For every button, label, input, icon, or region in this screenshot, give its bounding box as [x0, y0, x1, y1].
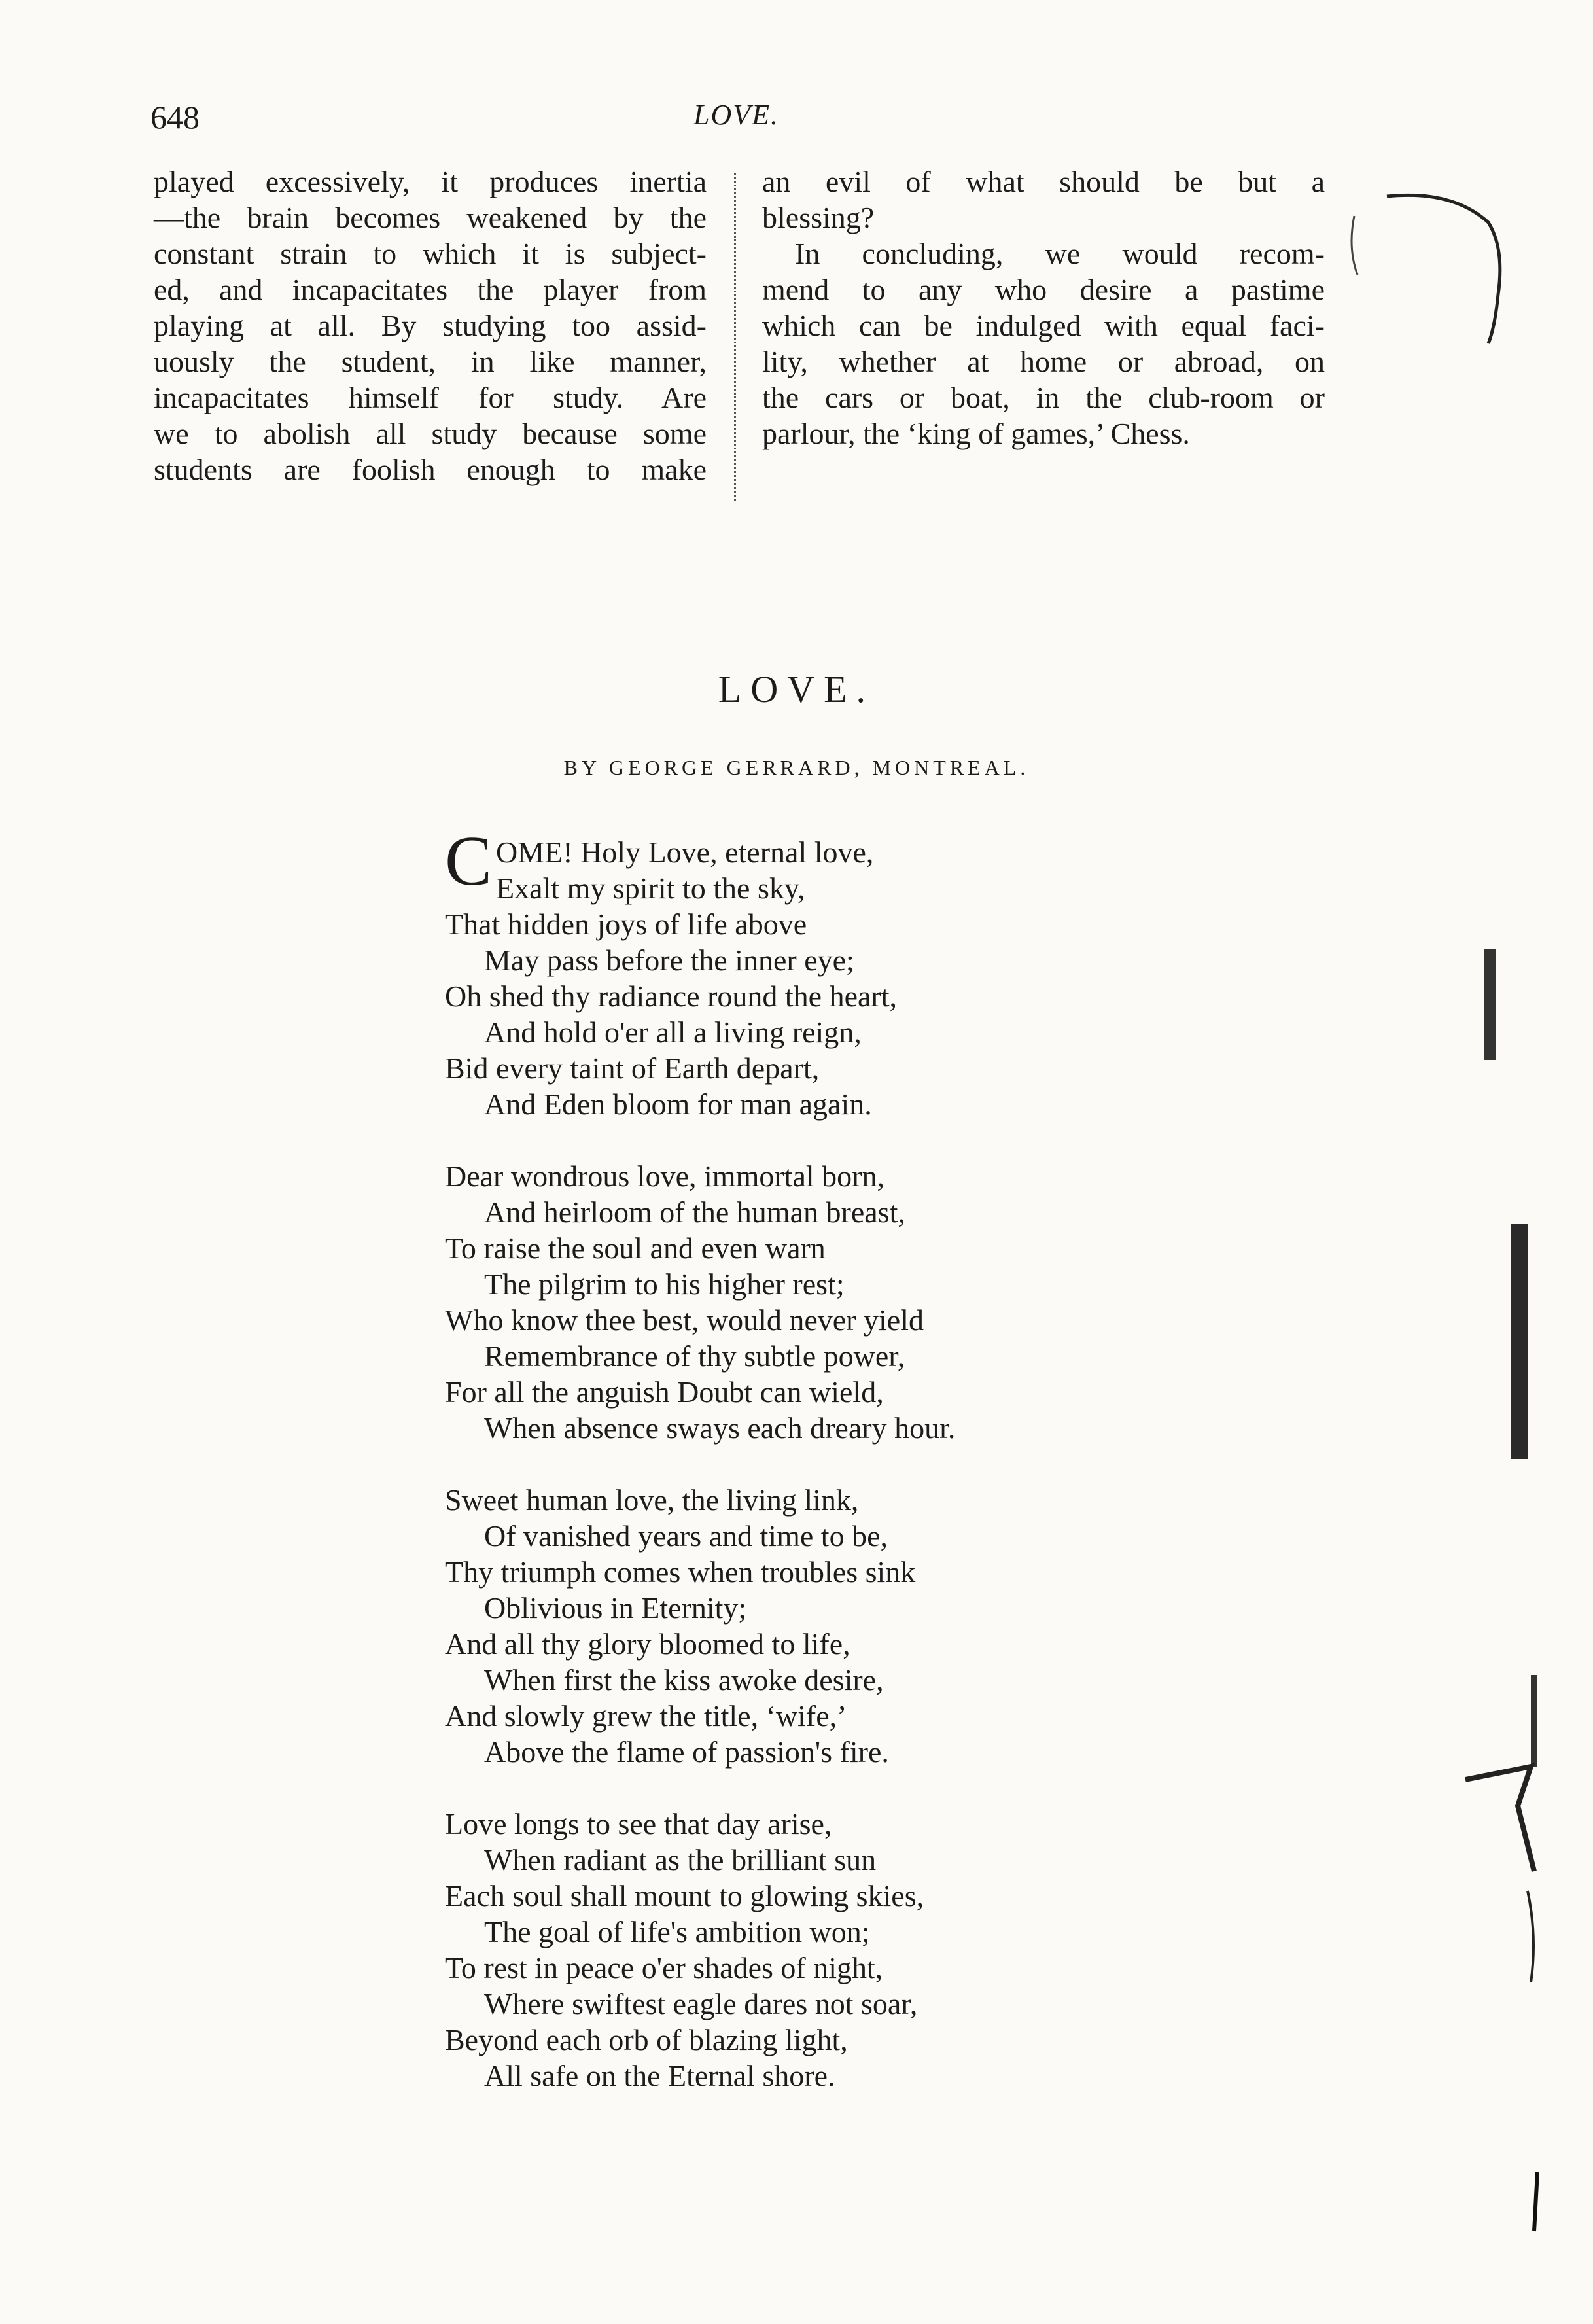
poem-verse: Remembrance of thy subtle power,: [484, 1339, 905, 1373]
text-line: uously the student, in like manner,: [154, 345, 707, 378]
page-number: 648: [150, 99, 200, 135]
poem-verse: When radiant as the brilliant sun: [484, 1843, 877, 1876]
poem-verse: Oblivious in Eternity;: [484, 1591, 747, 1625]
poem-verse: Bid every taint of Earth depart,: [445, 1051, 820, 1085]
poem-verse: For all the anguish Doubt can wield,: [445, 1375, 884, 1409]
text-line: the cars or boat, in the club-room or: [762, 381, 1325, 414]
text-line: lity, whether at home or abroad, on: [762, 345, 1325, 378]
bracket-mark: [1352, 216, 1357, 275]
poem-verse: When absence sways each dreary hour.: [484, 1411, 956, 1445]
text-line: blessing?: [762, 201, 875, 234]
running-head: LOVE.: [693, 99, 779, 131]
text-line: an evil of what should be but a: [762, 165, 1325, 198]
poem-verse: Above the flame of passion's fire.: [484, 1735, 889, 1769]
text-line: which can be indulged with equal faci-: [762, 309, 1325, 342]
margin-mark: [1465, 1767, 1534, 1871]
poem-verse: Each soul shall mount to glowing skies,: [445, 1879, 924, 1912]
text-line: constant strain to which it is subject-: [154, 237, 707, 270]
poem-verse: The goal of life's ambition won;: [484, 1915, 870, 1948]
margin-mark: [1511, 1224, 1528, 1459]
poem-verse: And hold o'er all a living reign,: [484, 1015, 862, 1049]
poem-verse: When first the kiss awoke desire,: [484, 1663, 884, 1697]
poem-verse: To raise the soul and even warn: [445, 1231, 826, 1265]
drop-cap: C: [445, 822, 493, 900]
poem-verse: And Eden bloom for man again.: [484, 1087, 872, 1121]
text-line: mend to any who desire a pastime: [762, 273, 1325, 306]
text-line: ed, and incapacitates the player from: [154, 273, 707, 306]
text-line: played excessively, it produces inertia: [154, 165, 707, 198]
margin-mark: [1528, 1891, 1533, 1982]
poem-verse: Sweet human love, the living link,: [445, 1483, 859, 1517]
poem-verse: Who know thee best, would never yield: [445, 1303, 924, 1337]
poem-verse: Of vanished years and time to be,: [484, 1519, 888, 1553]
poem-verse: May pass before the inner eye;: [484, 943, 854, 977]
poem-verse: Exalt my spirit to the sky,: [496, 872, 805, 905]
poem-verse: Beyond each orb of blazing light,: [445, 2023, 848, 2056]
poem-verse: To rest in peace o'er shades of night,: [445, 1951, 883, 1984]
bracket-mark: [1387, 195, 1500, 343]
text-line: incapacitates himself for study. Are: [154, 381, 707, 414]
margin-mark: [1531, 1675, 1537, 1767]
poem-byline: BY GEORGE GERRARD, MONTREAL.: [563, 756, 1030, 779]
poem-verse: And heirloom of the human breast,: [484, 1195, 905, 1229]
poem-verse: Where swiftest eagle dares not soar,: [484, 1987, 918, 2020]
poem-verse: Dear wondrous love, immortal born,: [445, 1159, 884, 1193]
poem-verse: All safe on the Eternal shore.: [484, 2059, 835, 2092]
poem-verse: And slowly grew the title, ‘wife,’: [445, 1699, 847, 1733]
poem-verse: And all thy glory bloomed to life,: [445, 1627, 850, 1661]
poem-verse: Thy triumph comes when troubles sink: [445, 1555, 916, 1589]
poem-verse: Love longs to see that day arise,: [445, 1807, 832, 1840]
margin-mark: [1484, 949, 1496, 1060]
poem-verse: The pilgrim to his higher rest;: [484, 1267, 845, 1301]
poem-verse: That hidden joys of life above: [445, 907, 807, 941]
poem-title: LOVE.: [718, 668, 875, 711]
text-line: parlour, the ‘king of games,’ Chess.: [762, 417, 1190, 450]
text-line: playing at all. By studying too assid-: [154, 309, 707, 342]
text-line: students are foolish enough to make: [154, 453, 707, 486]
poem-verse: Oh shed thy radiance round the heart,: [445, 979, 898, 1013]
text-line: —the brain becomes weakened by the: [154, 201, 707, 234]
text-line: we to abolish all study because some: [154, 417, 707, 450]
margin-mark: [1534, 2172, 1537, 2231]
poem-first-line: OME! Holy Love, eternal love,: [496, 836, 874, 869]
text-line: In concluding, we would recom-: [795, 237, 1325, 270]
